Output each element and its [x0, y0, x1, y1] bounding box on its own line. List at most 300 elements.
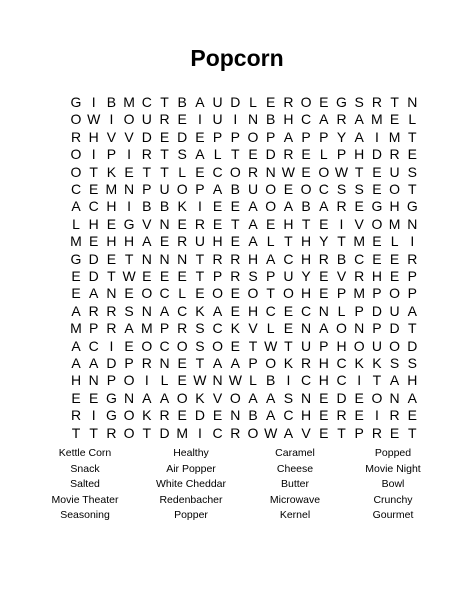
grid-letter: H [301, 233, 312, 250]
grid-letter: T [337, 233, 346, 250]
grid-letter: P [354, 424, 364, 441]
grid-letter: H [106, 233, 117, 250]
grid-letter: T [408, 424, 417, 441]
grid-letter: R [230, 268, 241, 284]
grid-letter: N [106, 285, 117, 302]
grid-letter: C [301, 111, 312, 128]
grid-letter: A [266, 250, 276, 267]
grid-letter: A [71, 355, 81, 371]
grid-letter: R [230, 424, 241, 441]
grid-letter: P [106, 146, 117, 163]
grid-letter: B [336, 250, 347, 267]
grid-letter: A [159, 389, 170, 406]
grid-letter: I [91, 146, 96, 163]
word-list-item: Kettle Corn [58, 447, 112, 459]
grid-letter: O [176, 181, 188, 197]
grid-letter: N [88, 372, 99, 389]
grid-letter: U [371, 337, 382, 354]
grid-letter: B [177, 94, 187, 110]
grid-letter: C [212, 424, 223, 441]
grid-letter: A [283, 424, 294, 441]
grid-letter: E [159, 233, 170, 250]
word-list-item: Bowl [381, 478, 405, 490]
grid-letter: S [248, 268, 258, 284]
grid-letter: A [89, 285, 99, 302]
grid-letter: C [354, 250, 365, 267]
word-list-item: White Cheddar [155, 478, 227, 490]
grid-letter: V [212, 389, 223, 406]
grid-letter: T [124, 250, 134, 267]
grid-letter: P [159, 320, 170, 337]
grid-letter: G [70, 250, 82, 267]
grid-letter: T [266, 285, 275, 302]
grid-letter: T [195, 268, 205, 284]
grid-letter: R [212, 250, 223, 267]
grid-letter: V [354, 215, 364, 232]
grid-letter: O [123, 111, 135, 128]
grid-letter: W [264, 337, 278, 354]
grid-letter: E [389, 250, 400, 267]
grid-letter: A [248, 215, 258, 232]
grid-letter: I [127, 146, 132, 163]
grid-letter: B [230, 181, 240, 197]
grid-letter: E [212, 198, 223, 215]
grid-letter: H [88, 215, 99, 232]
grid-letter: M [353, 285, 366, 302]
grid-letter: A [407, 302, 417, 319]
grid-letter: P [301, 128, 311, 145]
grid-letter: L [178, 163, 187, 180]
grid-letter: V [301, 424, 311, 441]
grid-letter: A [212, 355, 223, 371]
grid-letter: I [197, 198, 202, 215]
grid-letter: E [266, 215, 276, 232]
grid-letter: L [178, 285, 187, 302]
grid-letter: P [212, 268, 223, 284]
grid-letter: P [336, 146, 347, 163]
grid-letter: E [142, 268, 152, 284]
grid-letter: S [354, 94, 364, 110]
grid-letter: T [89, 424, 98, 441]
word-list-item: Butter [280, 478, 309, 490]
grid-letter: V [106, 128, 117, 145]
grid-letter: P [106, 372, 117, 389]
grid-letter: P [319, 337, 329, 354]
grid-letter: E [319, 285, 329, 302]
grid-letter: A [195, 146, 205, 163]
grid-letter: E [89, 181, 99, 197]
grid-letter: P [142, 181, 152, 197]
grid-letter: T [160, 163, 169, 180]
grid-letter: N [407, 94, 418, 110]
grid-letter: H [283, 111, 294, 128]
grid-letter: I [144, 372, 149, 389]
grid-letter: P [212, 128, 223, 145]
word-list-item: Caramel [275, 447, 315, 459]
grid-letter: E [159, 268, 170, 284]
grid-letter: W [193, 372, 207, 389]
grid-letter: S [283, 389, 294, 406]
grid-letter: W [334, 163, 349, 180]
grid-letter: E [89, 389, 99, 406]
grid-letter: A [248, 198, 258, 215]
grid-letter: A [195, 94, 205, 110]
grid-letter: Y [319, 233, 329, 250]
grid-letter: H [212, 233, 223, 250]
grid-letter: L [213, 146, 222, 163]
grid-letter: N [124, 181, 135, 197]
grid-letter: P [230, 128, 240, 145]
grid-letter: E [195, 128, 205, 145]
grid-letter: R [336, 198, 347, 215]
grid-letter: I [197, 424, 202, 441]
grid-letter: D [371, 302, 382, 319]
grid-letter: K [372, 355, 382, 371]
grid-letter: P [124, 355, 134, 371]
grid-letter: W [87, 111, 101, 128]
grid-letter: I [357, 372, 362, 389]
grid-letter: E [283, 302, 294, 319]
grid-letter: C [336, 355, 347, 371]
grid-letter: B [266, 372, 276, 389]
grid-letter: E [283, 320, 294, 337]
grid-letter: N [247, 111, 259, 128]
grid-letter: D [407, 337, 418, 354]
grid-letter: H [301, 250, 312, 267]
grid-letter: O [389, 181, 401, 197]
grid-letter: T [354, 163, 364, 180]
grid-letter: C [283, 250, 294, 267]
grid-letter: D [389, 320, 400, 337]
grid-letter: G [371, 198, 383, 215]
grid-letter: I [109, 111, 114, 128]
grid-letter: O [70, 111, 82, 128]
grid-letter: A [354, 128, 364, 145]
grid-letter: R [336, 407, 347, 424]
grid-letter: L [266, 233, 275, 250]
word-list-item: Gourmet [372, 509, 414, 521]
grid-letter: E [319, 407, 329, 424]
grid-letter: T [231, 215, 240, 232]
grid-letter: R [141, 355, 152, 371]
grid-letter: K [195, 389, 205, 406]
grid-letter: P [319, 128, 329, 145]
grid-letter: W [228, 372, 242, 389]
grid-letter: E [106, 250, 117, 267]
grid-letter: A [89, 355, 99, 371]
grid-letter: A [71, 302, 81, 319]
grid-letter: E [372, 233, 382, 250]
grid-letter: A [319, 320, 329, 337]
grid-letter: E [177, 268, 187, 284]
word-list-item: Redenbacher [159, 493, 223, 506]
grid-letter: T [390, 94, 399, 110]
grid-letter: B [266, 111, 276, 128]
word-list-item: Healthy [173, 447, 209, 459]
grid-letter: E [372, 181, 382, 197]
grid-letter: W [264, 424, 278, 441]
grid-letter: A [266, 389, 276, 406]
grid-letter: I [91, 407, 96, 424]
grid-letter: E [212, 407, 223, 424]
grid-letter: E [266, 94, 276, 110]
grid-letter: T [71, 424, 81, 441]
grid-letter: A [212, 302, 223, 319]
grid-letter: E [230, 198, 240, 215]
grid-letter: E [124, 163, 134, 180]
grid-letter: A [159, 302, 170, 319]
grid-letter: E [354, 198, 364, 215]
grid-letter: T [284, 337, 293, 354]
grid-letter: E [319, 268, 329, 284]
grid-letter: O [70, 163, 82, 180]
grid-letter: P [336, 285, 347, 302]
grid-letter: R [371, 94, 382, 110]
grid-letter: N [177, 250, 188, 267]
grid-letter: H [247, 302, 259, 319]
grid-letter: S [407, 355, 417, 371]
grid-letter: L [319, 146, 328, 163]
grid-letter: R [88, 302, 99, 319]
grid-letter: Y [301, 268, 311, 284]
grid-letter: O [176, 389, 188, 406]
grid-letter: O [282, 285, 294, 302]
grid-letter: I [197, 111, 202, 128]
grid-letter: P [372, 285, 382, 302]
grid-letter: C [336, 372, 347, 389]
grid-letter: R [283, 94, 294, 110]
grid-letter: E [177, 111, 187, 128]
grid-letter: M [140, 320, 153, 337]
grid-letter: T [231, 146, 240, 163]
grid-letter: D [230, 94, 241, 110]
grid-letter: H [124, 233, 135, 250]
grid-letter: I [286, 372, 291, 389]
grid-letter: K [106, 163, 117, 180]
grid-letter: E [389, 268, 400, 284]
grid-letter: A [319, 111, 329, 128]
grid-letter: O [336, 320, 347, 337]
grid-letter: C [88, 337, 99, 354]
grid-letter: V [142, 215, 152, 232]
grid-letter: A [354, 111, 364, 128]
grid-letter: E [212, 215, 223, 232]
grid-letter: A [283, 198, 294, 215]
grid-letter: T [195, 250, 205, 267]
grid-letter: U [283, 268, 294, 284]
grid-letter: E [124, 285, 134, 302]
grid-letter: E [372, 250, 382, 267]
grid-letter: U [194, 233, 205, 250]
grid-letter: U [389, 163, 400, 180]
grid-letter: A [230, 355, 240, 371]
grid-letter: S [195, 320, 205, 337]
grid-letter: E [389, 424, 400, 441]
grid-letter: M [70, 233, 82, 250]
grid-letter: R [177, 320, 188, 337]
grid-letter: R [141, 146, 152, 163]
grid-letter: H [247, 250, 259, 267]
grid-letter: S [336, 181, 347, 197]
grid-letter: B [142, 198, 152, 215]
grid-letter: O [212, 337, 224, 354]
grid-letter: O [123, 407, 135, 424]
grid-letter: O [212, 285, 224, 302]
grid-letter: B [159, 198, 170, 215]
grid-letter: T [89, 163, 98, 180]
grid-letter: E [230, 233, 240, 250]
grid-letter: M [123, 94, 135, 110]
grid-letter: E [124, 337, 134, 354]
grid-letter: E [159, 128, 170, 145]
grid-letter: E [195, 163, 205, 180]
grid-letter: L [266, 320, 275, 337]
grid-letter: T [284, 233, 293, 250]
grid-letter: O [371, 389, 383, 406]
grid-letter: R [159, 407, 170, 424]
grid-letter: V [336, 268, 347, 284]
grid-letter: D [106, 355, 117, 371]
grid-letter: A [71, 337, 81, 354]
grid-letter: E [319, 424, 329, 441]
grid-letter: E [230, 302, 240, 319]
grid-letter: N [159, 355, 170, 371]
grid-letter: I [410, 233, 415, 250]
grid-letter: C [283, 407, 294, 424]
grid-letter: P [266, 268, 276, 284]
grid-letter: E [230, 285, 240, 302]
grid-letter: I [374, 128, 379, 145]
grid-letter: W [281, 163, 295, 180]
grid-letter: N [318, 302, 329, 319]
grid-letter: R [301, 355, 312, 371]
grid-letter: S [389, 355, 400, 371]
grid-letter: E [407, 407, 417, 424]
grid-letter: O [371, 215, 383, 232]
grid-letter: H [318, 355, 329, 371]
grid-letter: D [177, 128, 188, 145]
grid-letter: A [248, 389, 258, 406]
grid-letter: U [141, 111, 152, 128]
grid-letter: H [106, 198, 117, 215]
grid-letter: N [301, 320, 312, 337]
grid-letter: E [177, 407, 187, 424]
word-list-item: Movie Theater [51, 493, 119, 506]
grid-letter: G [105, 389, 117, 406]
grid-letter: N [230, 407, 241, 424]
grid-letter: U [159, 181, 170, 197]
grid-letter: T [248, 337, 258, 354]
grid-letter: D [371, 146, 382, 163]
grid-letter: P [266, 128, 276, 145]
grid-letter: H [407, 372, 418, 389]
grid-letter: M [388, 215, 401, 232]
grid-letter: E [319, 389, 329, 406]
grid-letter: K [195, 302, 205, 319]
grid-letter: N [212, 372, 223, 389]
grid-letter: M [353, 233, 366, 250]
grid-letter: I [91, 94, 96, 110]
grid-letter: E [354, 407, 364, 424]
grid-letter: H [88, 128, 99, 145]
grid-letter: I [339, 215, 344, 232]
grid-letter: R [283, 146, 294, 163]
grid-letter: O [70, 146, 82, 163]
grid-letter: H [301, 285, 312, 302]
grid-letter: C [159, 337, 170, 354]
grid-letter: U [301, 337, 312, 354]
grid-letter: P [248, 355, 258, 371]
grid-letter: E [195, 285, 205, 302]
grid-letter: E [248, 146, 258, 163]
grid-letter: E [177, 372, 187, 389]
grid-letter: R [106, 302, 117, 319]
grid-letter: K [177, 198, 187, 215]
grid-letter: L [337, 302, 346, 319]
grid-letter: A [407, 389, 417, 406]
grid-letter: H [336, 337, 347, 354]
grid-letter: N [389, 389, 400, 406]
grid-letter: O [141, 285, 153, 302]
grid-letter: U [247, 181, 259, 197]
grid-letter: R [70, 128, 82, 145]
grid-letter: R [106, 320, 117, 337]
grid-letter: T [160, 94, 169, 110]
grid-letter: A [266, 407, 276, 424]
grid-letter: O [247, 128, 259, 145]
grid-letter: D [336, 389, 347, 406]
grid-letter: E [106, 215, 117, 232]
grid-letter: G [336, 94, 347, 110]
grid-letter: G [105, 407, 117, 424]
word-list-item: Movie Night [365, 462, 421, 475]
grid-letter: U [389, 302, 400, 319]
grid-letter: I [374, 407, 379, 424]
grid-letter: S [177, 146, 187, 163]
grid-letter: N [301, 389, 312, 406]
grid-letter: O [123, 372, 135, 389]
word-list-item: Microwave [269, 493, 321, 506]
grid-letter: H [318, 372, 329, 389]
grid-letter: T [107, 268, 116, 284]
grid-letter: L [249, 94, 257, 110]
grid-letter: P [372, 320, 382, 337]
grid-letter: T [142, 424, 152, 441]
grid-letter: H [283, 215, 294, 232]
grid-letter: M [371, 111, 383, 128]
grid-letter: D [88, 268, 99, 284]
grid-letter: K [230, 320, 240, 337]
grid-letter: O [229, 163, 241, 180]
grid-letter: O [176, 337, 188, 354]
grid-letter: M [105, 181, 118, 197]
grid-letter: E [389, 111, 400, 128]
grid-letter: T [195, 355, 205, 371]
grid-letter: A [283, 128, 294, 145]
grid-letter: H [70, 372, 82, 389]
grid-letter: O [300, 94, 312, 110]
grid-letter: N [141, 250, 152, 267]
grid-letter: I [109, 337, 114, 354]
grid-letter: G [123, 215, 135, 232]
grid-letter: N [265, 163, 276, 180]
grid-letter: S [407, 163, 417, 180]
grid-letter: E [372, 163, 382, 180]
grid-letter: O [247, 285, 259, 302]
grid-letter: E [230, 337, 240, 354]
grid-letter: C [301, 372, 312, 389]
grid-letter: O [353, 337, 365, 354]
